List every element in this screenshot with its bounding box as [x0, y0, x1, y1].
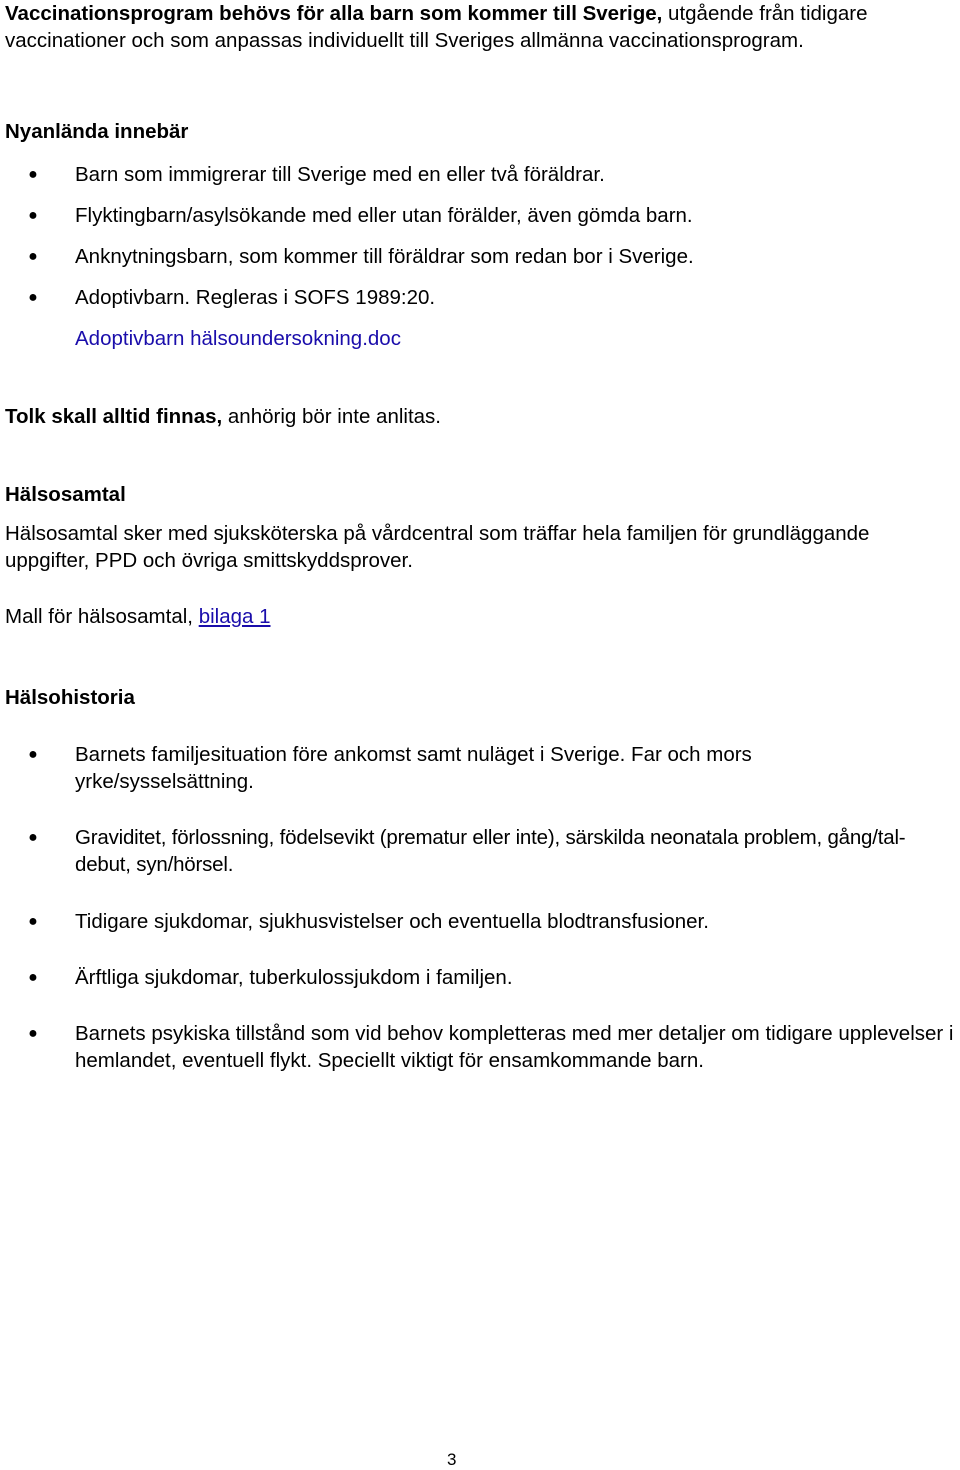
- list-item-text: Anknytningsbarn, som kommer till föräldrar som redan bor i Sverige.: [75, 245, 694, 268]
- list-item: [28, 824, 960, 878]
- list-item-text: Graviditet, förlossning, födelsevikt (prematur eller inte), särskilda neonatala problem, gång/tal-debut, syn/hörsel.: [75, 826, 906, 876]
- heading-nyanlanda: Nyanlända innebär: [5, 120, 189, 143]
- list-item: [28, 1020, 960, 1074]
- bullet-icon: ●: [28, 289, 38, 306]
- list-item: [28, 908, 960, 935]
- bullet-icon: ●: [28, 913, 38, 930]
- page-number: 3: [447, 1450, 457, 1469]
- list-item-text: Barn som immigrerar till Sverige med en eller två föräldrar.: [75, 163, 605, 186]
- tolk-bold-text: Tolk skall alltid finnas,: [5, 405, 223, 428]
- intro-bold-text: Vaccinationsprogram behövs för alla barn som kommer till Sverige,: [5, 2, 663, 25]
- bullet-icon: ●: [28, 248, 38, 265]
- mall-prefix-text: Mall för hälsosamtal,: [5, 605, 193, 628]
- halsosamtal-paragraph: Hälsosamtal sker med sjuksköterska på vårdcentral som träffar hela familjen för grundläggande uppgifter, PPD och övriga smittskyddsprover.: [5, 522, 870, 572]
- tolk-paragraph: [5, 403, 960, 430]
- heading-halsohistoria: Hälsohistoria: [5, 686, 135, 709]
- adoptivbarn-document-link[interactable]: Adoptivbarn hälsoundersokning.doc: [75, 327, 401, 350]
- intro-text: utgående från tidigare vaccinationer och som anpassas individuellt till Sveriges allmänna vaccinationsprogram.: [5, 2, 868, 52]
- list-item: [28, 202, 960, 229]
- heading-halsosamtal: Hälsosamtal: [5, 483, 126, 506]
- list-item-text: Flyktingbarn/asylsökande med eller utan förälder, även gömda barn.: [75, 204, 693, 227]
- list-item: [28, 243, 960, 270]
- bullet-icon: ●: [28, 166, 38, 183]
- bullet-icon: ●: [28, 746, 38, 763]
- bullet-icon: ●: [28, 1025, 38, 1042]
- bullet-icon: ●: [28, 829, 38, 846]
- list-item-text: Ärftliga sjukdomar, tuberkulossjukdom i familjen.: [75, 966, 513, 989]
- list-item-text: Barnets psykiska tillstånd som vid behov kompletteras med mer detaljer om tidigare upplevelser i hemlandet, eventuell flykt. Speciellt viktigt för ensamkommande barn.: [75, 1022, 954, 1072]
- bullet-icon: ●: [28, 969, 38, 986]
- intro-paragraph: [5, 0, 960, 54]
- tolk-text: anhörig bör inte anlitas.: [222, 405, 442, 428]
- bilaga-1-link[interactable]: bilaga 1: [198, 605, 271, 628]
- list-item-text: Tidigare sjukdomar, sjukhusvistelser och eventuella blodtransfusioner.: [75, 910, 709, 933]
- list-item: [28, 161, 960, 188]
- list-item-text: Barnets familjesituation före ankomst samt nuläget i Sverige. Far och mors yrke/sysselsättning.: [75, 743, 752, 793]
- list-item: [28, 284, 960, 311]
- list-item-text: Adoptivbarn. Regleras i SOFS 1989:20.: [75, 286, 436, 309]
- mall-paragraph: [5, 603, 960, 630]
- list-item: [28, 964, 960, 991]
- bullet-icon: ●: [28, 207, 38, 224]
- list-item: [28, 741, 960, 795]
